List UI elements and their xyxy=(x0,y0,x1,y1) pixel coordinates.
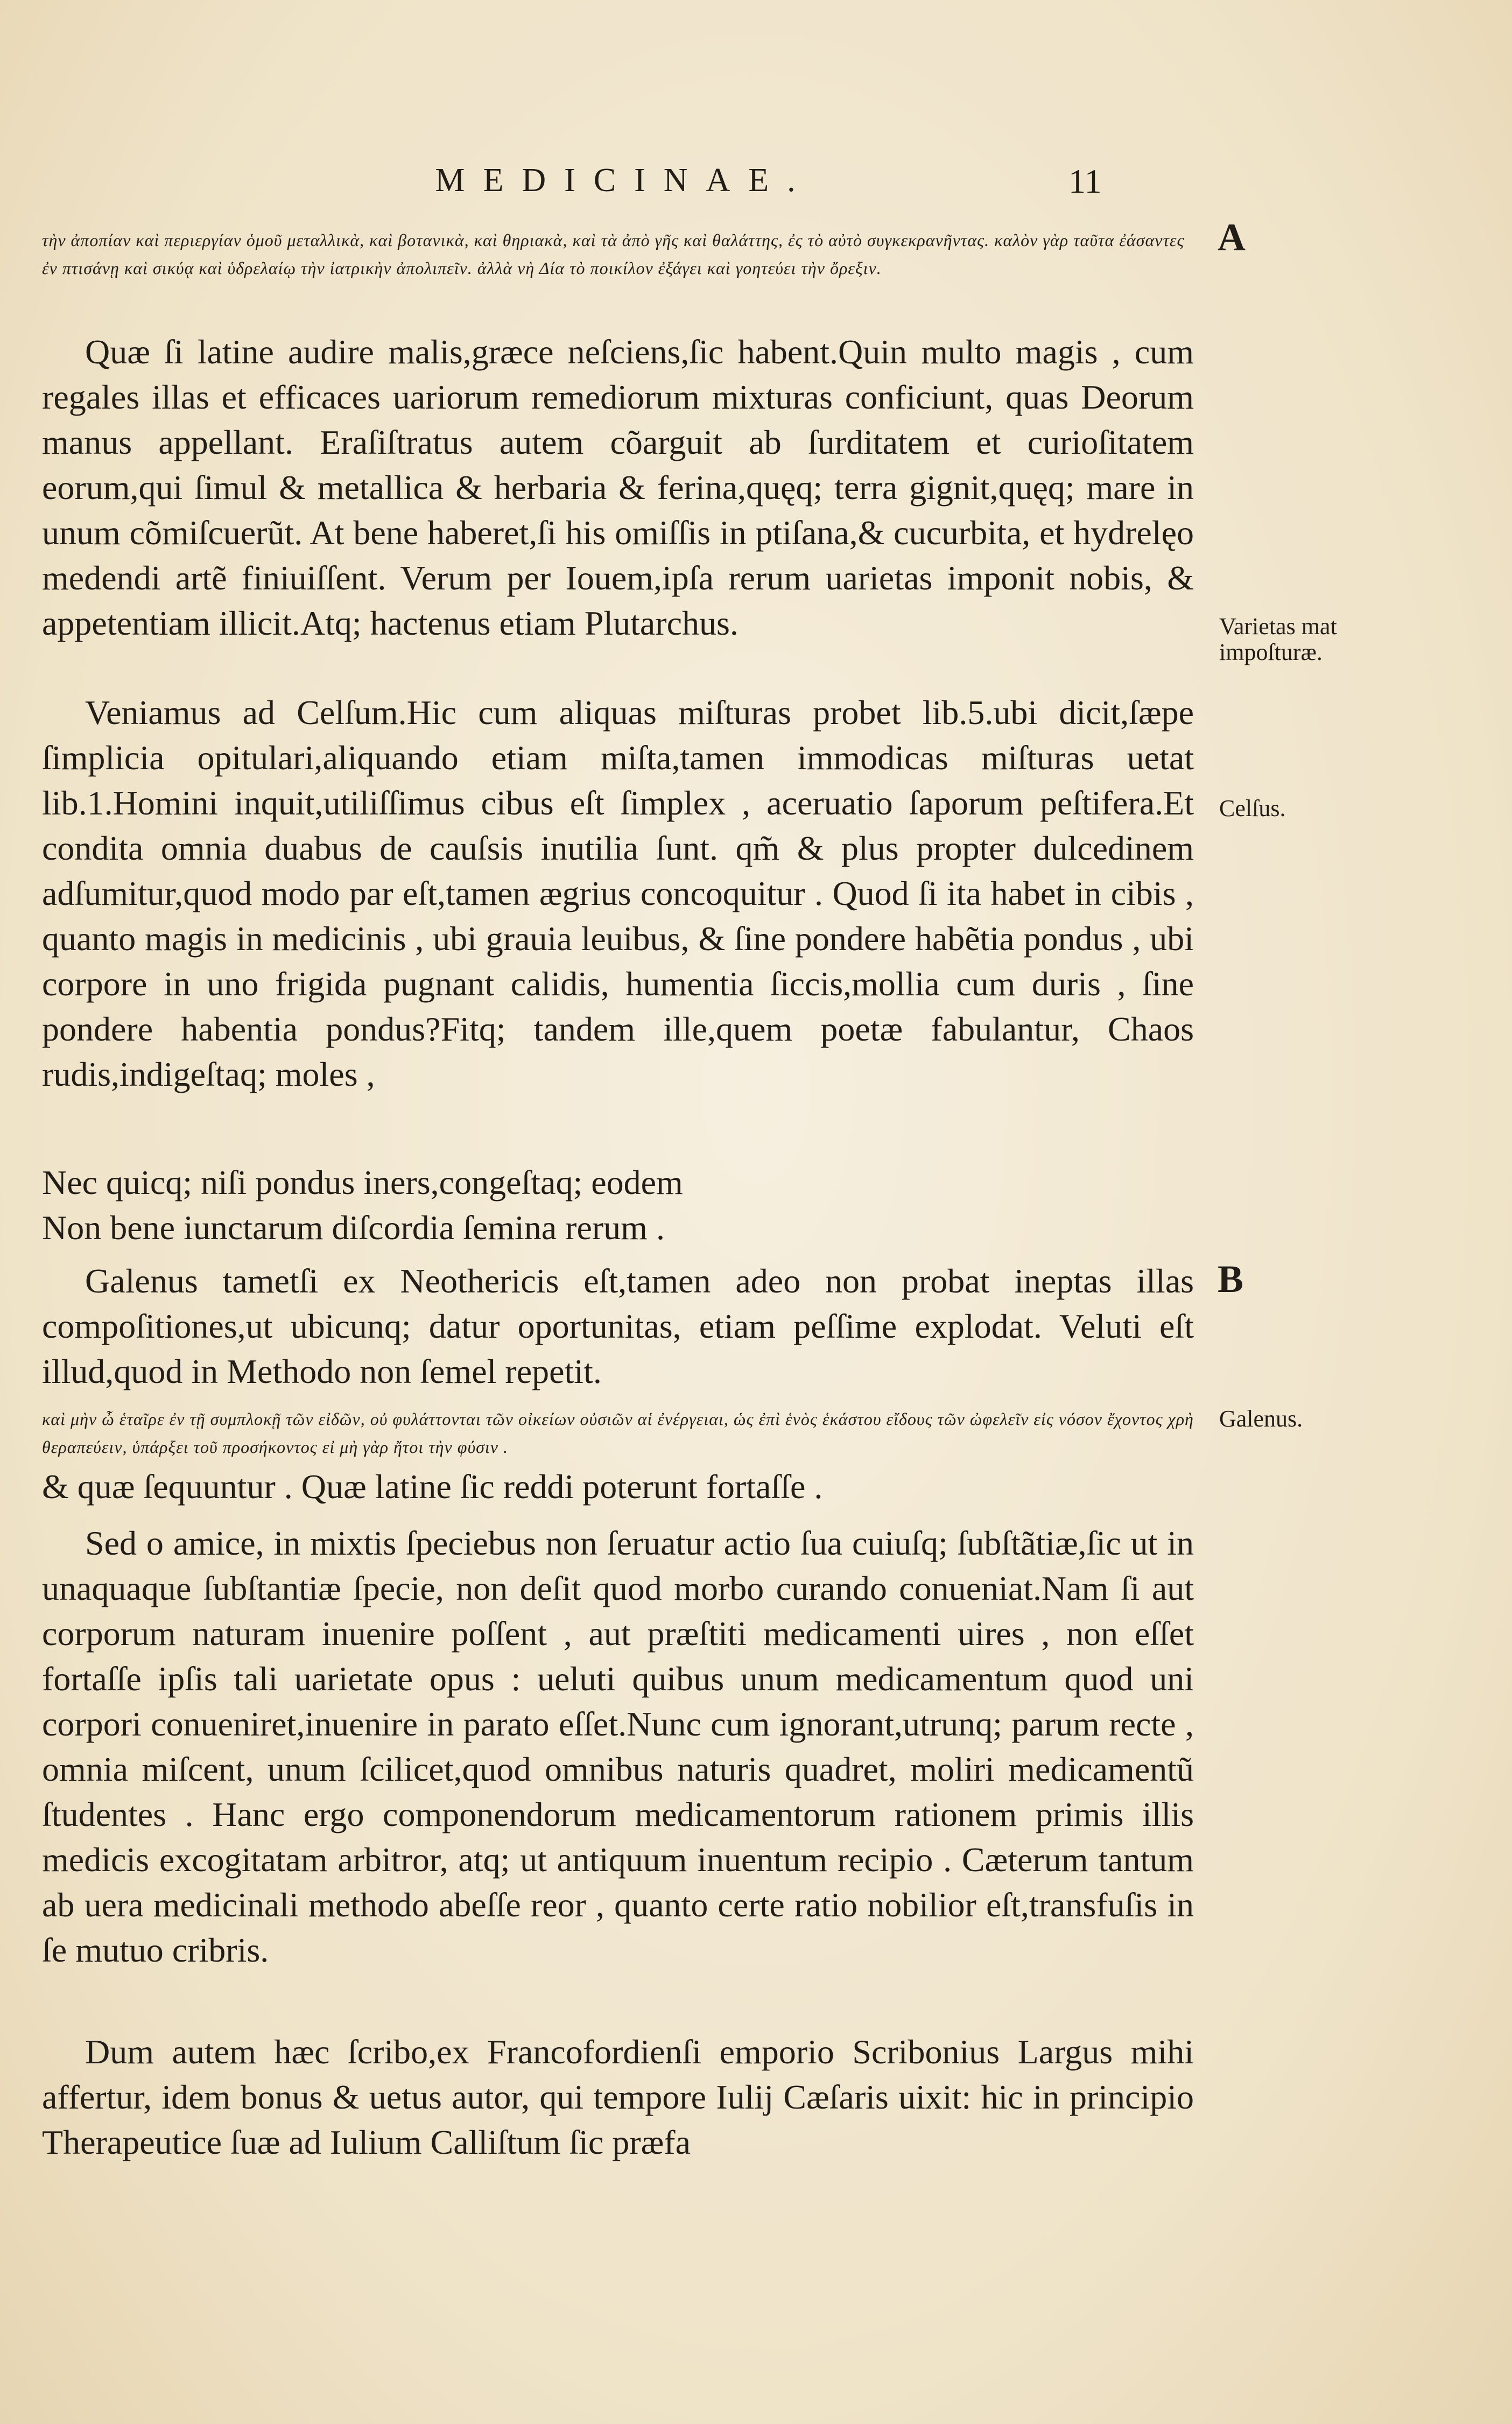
paragraph-text: Veniamus ad Celſum.Hic cum aliquas miſturas probet lib.5.ubi dicit,ſæpe ſimplicia opitulari,aliquando etiam miſta,tamen immodicas miſturas uetat lib.1.Homini inquit,utiliſſimus cibus eſt ſimplex , aceruatio ſaporum peſtifera.Et condita omnia duabus de cauſsis inutilia ſunt. qm̃ & plus propter dulcedinem adſumitur,quod modo par eſt,tamen ægrius concoquitur . Quod ſi ita habet in cibis , quanto magis in medicinis , ubi grauia leuibus, & ſine pondere habẽtia pondus , ubi corpore in uno frigida pugnant calidis, humentia ſiccis,mollia cum duris , ſine pondere habentia pondus?Fitq; tandem ille,quem poetæ fabulantur, Chaos rudis,indigeſtaq; moles , xyxy=(42,693,1194,1093)
paragraph-text: Dum autem hæc ſcribo,ex Francofordienſi emporio Scribonius Largus mihi affertur, idem bonus & uetus autor, qui tempore Iulij Cæſaris uixit: hic in principio Therapeutice ſuæ ad Iulium Calliſtum ſic præfa xyxy=(42,2033,1194,2161)
latin-paragraph-1 xyxy=(42,329,1194,646)
paragraph-text: Sed o amice, in mixtis ſpeciebus non ſeruatur actio ſua cuiuſq; ſubſtãtiæ,ſic ut in unaquaque ſubſtantiæ ſpecie, non deſit quod morbo curando conueniat.Nam ſi aut corporum naturam inuenire poſſent , aut præſtiti medicamenti uires , non eſſet fortaſſe ipſis tali uarietate opus : ueluti quibus unum medicamentum quod uni corpori conueniret,inuenire in parato eſſet.Nunc cum ignorant,utrunq; parum recte , omnia miſcent, unum ſcilicet,quod omnibus naturis quadret, moliri medicamentũ ſtudentes . Hanc ergo componendorum medicamentorum rationem primis illis medicis excogitatam arbitror, atq; ut antiquum inuentum recipio . Cæterum tantum ab uera medicinali methodo abeſſe reor , quanto certe ratio nobilior eſt,transfuſis in ſe mutuo cribris. xyxy=(42,1524,1194,1969)
latin-paragraph-3 xyxy=(42,1259,1194,1394)
greek-passage-1: τὴν ἀποπίαν καὶ περιεργίαν ὁμοῦ μεταλλικὰ, καὶ βοτανικὰ, καὶ θηριακὰ, καὶ τὰ ἀπὸ γῆς καὶ θαλάττης, ἐς τὸ αὐτὸ συγκεκρανῆντας. καλὸν γὰρ ταῦτα ἐάσαντες ἐν πτισάνῃ καὶ σικύᾳ καὶ ὑδρελαίῳ τὴν ἰατρικὴν ἀπολιπεῖν. ἀλλὰ νὴ Δία τὸ ποικίλον ἐξάγει καὶ γοητεύει τὴν ὄρεξιν. xyxy=(42,230,1185,278)
verse-quote xyxy=(42,1160,1194,1250)
folio-number: 11 xyxy=(1068,162,1102,200)
paragraph-text: Quæ ſi latine audire malis,græce neſciens,ſic habent.Quin multo magis , cum regales illas et efficaces uariorum remediorum mixturas conficiunt, quas Deorum manus appellant. Eraſiſtratus autem cõarguit ab ſurditatem et curioſitatem eorum,qui ſimul & metallica & herbaria & ferina,quęq; terra gignit,quęq; mare in unum cõmiſcuerũt. At bene haberet,ſi his omiſſis in ptiſana,& cucurbita, et hydrelęo medendi artẽ finiuiſſent. Verum per Iouem,ipſa rerum uarietas imponit nobis, & appetentiam illicit.Atq; hactenus etiam Plutarchus. xyxy=(42,333,1194,642)
latin-paragraph-5 xyxy=(42,2029,1194,2165)
running-title: MEDICINAE. xyxy=(435,162,814,199)
paragraph-text: & quæ ſequuntur . Quæ latine ſic reddi poterunt fortaſſe . xyxy=(42,1467,823,1506)
paragraph-text: Galenus tametſi ex Neothericis eſt,tamen adeo non probat ineptas illas compoſitiones,ut ubicunq; datur oportunitas, etiam peſſime explodat. Veluti eſt illud,quod in Methodo non ſemel repetit. xyxy=(42,1262,1194,1390)
margin-note-galenus: Galenus. xyxy=(1219,1406,1303,1432)
section-letter-a: A xyxy=(1218,216,1246,259)
verse-line-2: Non bene iunctarum diſcordia ſemina rerum . xyxy=(42,1209,665,1247)
margin-note-varietas: Varietas mat impoſturæ. xyxy=(1219,613,1337,665)
latin-paragraph-2 xyxy=(42,690,1194,1097)
verse-line-1: Nec quicq; niſi pondus iners,congeſtaq; eodem xyxy=(42,1163,683,1202)
greek-passage-2: καὶ μὴν ὦ ἑταῖρε ἐν τῇ συμπλοκῇ τῶν εἰδῶν, οὐ φυλάττονται τῶν οἰκείων οὐσιῶν αἱ ἐνέργειαι, ὡς ἐπὶ ἑνὸς ἑκάστου εἴδους τῶν ὠφελεῖν εἰς νόσον ἔχοντος χρὴ θεραπεύειν, ὑπάρξει τοῦ προσήκοντος εἰ μὴ γὰρ ἤτοι τὴν φύσιν . xyxy=(42,1409,1194,1457)
margin-note-celsus: Celſus. xyxy=(1219,795,1286,821)
latin-paragraph-4 xyxy=(42,1521,1194,1973)
latin-paragraph-3-tail xyxy=(42,1464,1194,1509)
section-letter-b: B xyxy=(1218,1257,1244,1301)
